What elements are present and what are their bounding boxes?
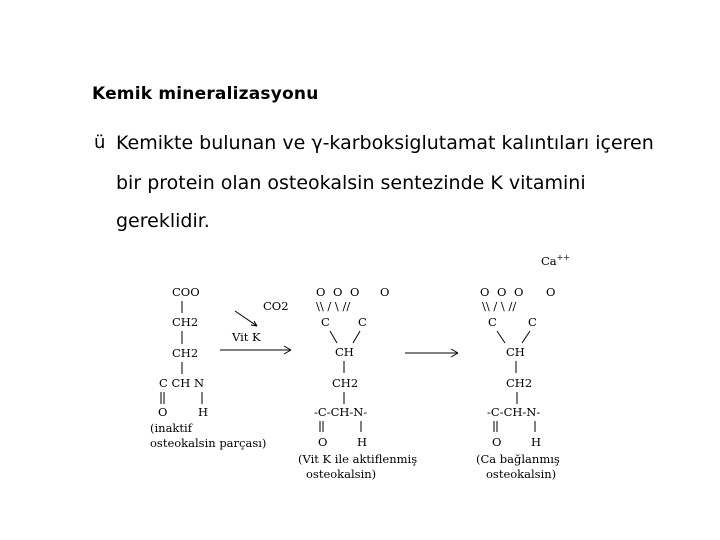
ch2-group: CH2 [506, 376, 533, 390]
calcium-ion-label: Ca++ [541, 253, 571, 268]
paragraph-line-1: Kemikte bulunan ve γ-karboksiglutamat kalıntıları içeren [116, 132, 654, 154]
oxygen-3: O [350, 285, 360, 299]
oxygen-1: O [480, 285, 490, 299]
carboxyl-carbon-2: C [358, 315, 367, 329]
caption-ca-bound-2: osteokalsin) [486, 467, 557, 481]
caption-inactive-1: (inaktif [150, 421, 192, 435]
inactive-osteocalcin-structure [150, 285, 266, 450]
bond-row: \\ / \ // [482, 299, 517, 313]
check-icon: ü [94, 132, 106, 153]
ch2-group-1: CH2 [172, 315, 199, 329]
caption-inactive-2: osteokalsin parçası) [150, 436, 267, 450]
ch-group: CH [335, 345, 354, 359]
paragraph-line-2: bir protein olan osteokalsin sentezinde K vitamini [116, 172, 586, 194]
oxygen-2: O [333, 285, 343, 299]
caption-activated-1: (Vit K ile aktiflenmiş [298, 452, 418, 466]
carboxyl-carbon-2: C [528, 315, 537, 329]
carbonyl-oxygen: O [492, 435, 502, 449]
bond-row: \\ / \ // [316, 299, 351, 313]
carbonyl-oxygen: O [158, 405, 168, 419]
carboxyl-carbon-1: C [321, 315, 330, 329]
caption-activated-2: osteokalsin) [306, 467, 377, 481]
paragraph-line-3: gereklidir. [116, 210, 210, 232]
ch-group: CH [506, 345, 525, 359]
oxygen-4: O [546, 285, 556, 299]
oxygen-2: O [497, 285, 507, 299]
backbone-cchn: -C-CH-N- [314, 405, 368, 419]
ch2-group: CH2 [332, 376, 359, 390]
amide-hydrogen: H [198, 405, 209, 419]
carboxyl-carbon-1: C [488, 315, 497, 329]
backbone-cchn: C CH N [159, 376, 205, 390]
amide-hydrogen: H [357, 435, 368, 449]
vitamin-k-label: Vit K [232, 330, 261, 344]
backbone-cchn: -C-CH-N- [487, 405, 541, 419]
oxygen-3: O [514, 285, 524, 299]
slide-title: Kemik mineralizasyonu [92, 84, 319, 104]
ch2-group-2: CH2 [172, 346, 199, 360]
coo-group: COO [172, 285, 200, 299]
carbonyl-oxygen: O [318, 435, 328, 449]
oxygen-4: O [380, 285, 390, 299]
oxygen-1: O [316, 285, 326, 299]
amide-hydrogen: H [531, 435, 542, 449]
activated-osteocalcin-structure [298, 285, 417, 481]
caption-ca-bound-1: (Ca bağlanmış [476, 452, 560, 466]
calcium-bound-osteocalcin-structure [476, 285, 560, 481]
co2-label: CO2 [263, 299, 289, 313]
